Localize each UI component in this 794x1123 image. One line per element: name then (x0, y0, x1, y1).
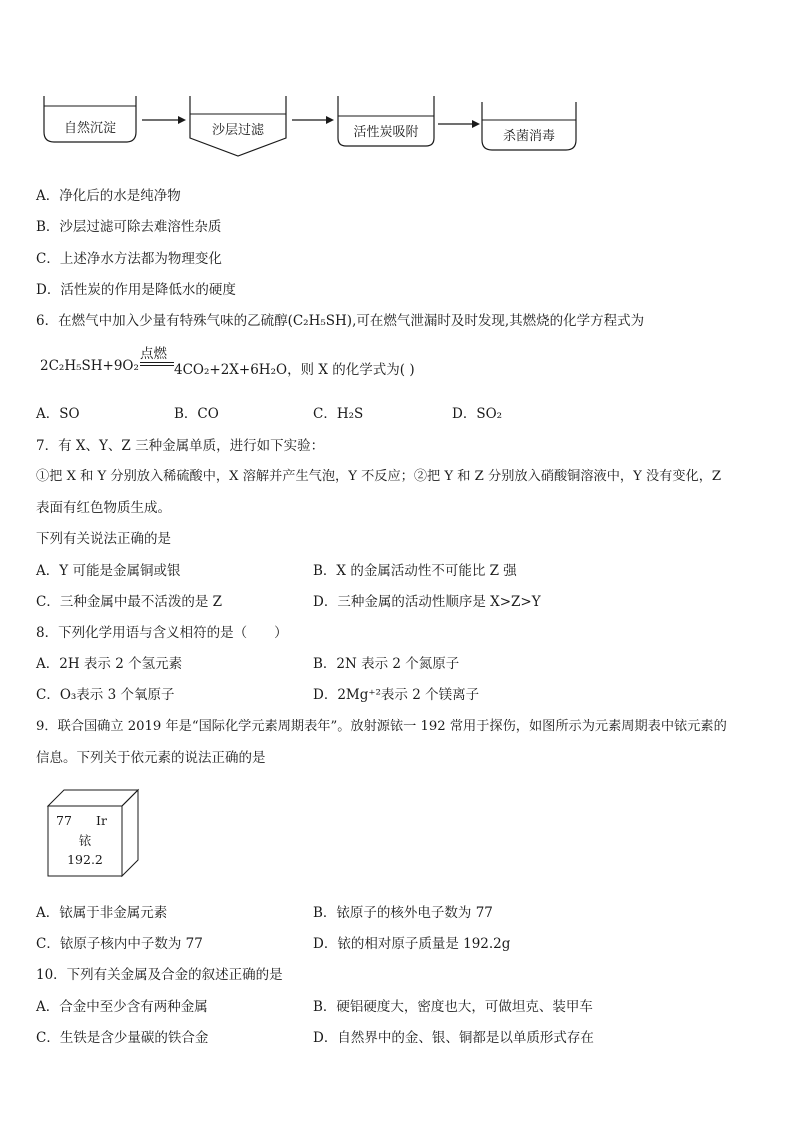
equation-left: 2C₂H₅SH+9O₂ (40, 358, 139, 374)
box-label-2: 沙层过滤 (211, 123, 265, 138)
q10-option-c: C．生铁是含少量碳的铁合金 (36, 1030, 209, 1046)
atomic-number: 77 (56, 813, 72, 828)
q7-option-d: D．三种金属的活动性顺序是 X>Z>Y (313, 594, 541, 610)
process-box-sand-filter (190, 96, 286, 156)
box-label-1: 自然沉淀 (63, 121, 117, 136)
reaction-condition: 点燃 (140, 346, 167, 362)
q7-option-b: B．X 的金属活动性不可能比 Z 强 (313, 563, 517, 579)
q7-option-a: A．Y 可能是金属铜或银 (36, 563, 181, 579)
q5-option-b: B．沙层过滤可除去难溶性杂质 (36, 219, 222, 235)
element-card-iridium (46, 788, 141, 878)
q9-option-a: A．铱属于非金属元素 (36, 905, 168, 921)
q7-question: 下列有关说法正确的是 (36, 531, 171, 547)
q8-option-b: B．2N 表示 2 个氮原子 (313, 656, 460, 672)
q7-stem: 7．有 X、Y、Z 三种金属单质，进行如下实验： (36, 438, 325, 454)
process-box-settling (44, 96, 136, 142)
q8-option-d: D．2Mg⁺²表示 2 个镁离子 (313, 687, 480, 703)
q10-option-d: D．自然界中的金、银、铜都是以单质形式存在 (313, 1030, 594, 1046)
equation-right: 4CO₂+2X+6H₂O，则 X 的化学式为( ) (174, 362, 415, 378)
flow-arrow (142, 116, 186, 124)
q6-option-a: A．SO (36, 406, 80, 422)
element-symbol: Ir (96, 813, 107, 828)
box-label-4: 杀菌消毒 (502, 129, 556, 144)
q8-option-a: A．2H 表示 2 个氢元素 (36, 656, 183, 672)
q10-option-a: A．合金中至少含有两种金属 (36, 999, 208, 1015)
q9-stem-line2: 信息。下列关于依元素的说法正确的是 (36, 750, 266, 766)
q5-option-a: A．净化后的水是纯净物 (36, 188, 181, 204)
water-purification-diagram (36, 92, 596, 162)
flow-arrow (292, 116, 334, 124)
flow-arrow (438, 120, 480, 128)
process-box-carbon (338, 96, 434, 146)
box-label-3: 活性炭吸附 (353, 125, 419, 140)
element-name: 铱 (78, 833, 92, 848)
q7-option-c: C．三种金属中最不活泼的是 Z (36, 594, 223, 610)
atomic-mass: 192.2 (67, 852, 103, 867)
q10-option-b: B．硬铝硬度大，密度也大，可做坦克、装甲车 (313, 999, 593, 1015)
q9-option-b: B．铱原子的核外电子数为 77 (313, 905, 493, 921)
q9-stem-line1: 9．联合国确立 2019 年是“国际化学元素周期表年”。放射源铱一 192 常用于探伤，如图所示为元素周期表中铱元素的 (36, 719, 727, 734)
q6-option-b: B．CO (174, 406, 219, 422)
q10-stem: 10．下列有关金属及合金的叙述正确的是 (36, 967, 283, 983)
q8-option-c: C．O₃表示 3 个氧原子 (36, 687, 175, 703)
q7-experiment-line1: ①把 X 和 Y 分别放入稀硫酸中，X 溶解并产生气泡，Y 不反应；②把 Y 和 Z 分别放入硝酸铜溶液中，Y 没有变化，Z (36, 469, 722, 484)
q6-option-c: C．H₂S (313, 406, 364, 422)
q6-stem: 6．在燃气中加入少量有特殊气味的乙硫醇(C₂H₅SH),可在燃气泄漏时及时发现,其燃烧的化学方程式为 (36, 313, 645, 329)
q7-experiment-line2: 表面有红色物质生成。 (36, 500, 171, 516)
q9-option-d: D．铱的相对原子质量是 192.2g (313, 936, 511, 952)
q6-equation (36, 342, 536, 382)
process-box-disinfection (482, 102, 576, 150)
equals-sign (140, 362, 174, 366)
q6-option-d: D．SO₂ (452, 406, 503, 422)
q5-option-d: D．活性炭的作用是降低水的硬度 (36, 282, 236, 298)
q8-stem: 8．下列化学用语与含义相符的是（ ） (36, 625, 288, 641)
q9-option-c: C．铱原子核内中子数为 77 (36, 936, 203, 952)
q5-option-c: C．上述净水方法都为物理变化 (36, 251, 222, 267)
